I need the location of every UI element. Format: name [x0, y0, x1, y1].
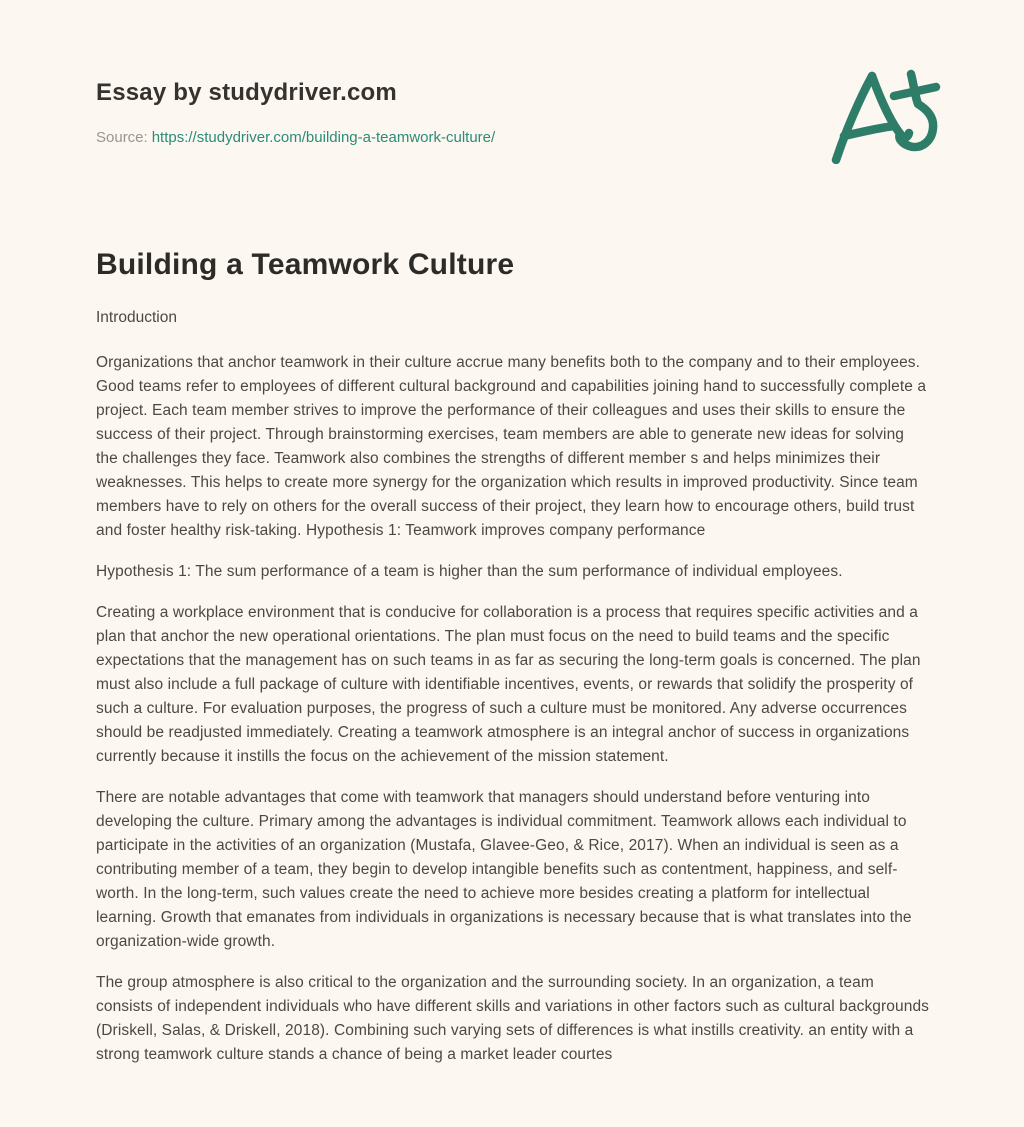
essay-paragraph: Creating a workplace environment that is conducive for collaboration is a process that requires specific activities and a plan that anchor the new operational orientations. The plan must focus on the need to build teams and the specific expectations that the management has on such teams in as far as securing the long-term goals is concerned. The plan must also include a full package of culture with identifiable incentives, events, or rewards that solidify the prosperity of such a culture. For evaluation purposes, the progress of such a culture must be monitored. Any adverse occurrences should be readjusted immediately. Creating a teamwork atmosphere is an integral anchor of success in organizations currently because it instills the focus on the achievement of the mission statement. [96, 604, 921, 765]
essay-body [96, 351, 930, 1067]
source-label: Source: [96, 129, 148, 146]
section-label-introduction: Introduction [96, 309, 177, 326]
essay-paragraph: Hypothesis 1: The sum performance of a team is higher than the sum performance of individual employees. [96, 563, 843, 580]
source-line [96, 129, 928, 146]
studydriver-a-plus-logo-icon [828, 64, 952, 164]
source-url-link[interactable]: https://studydriver.com/building-a-teamwork-culture/ [151, 129, 496, 146]
essay-title: Building a Teamwork Culture [96, 248, 515, 281]
essay-byline: Essay by studydriver.com [96, 79, 397, 106]
essay-paragraph: Organizations that anchor teamwork in their culture accrue many benefits both to the company and to their employees. Good teams refer to employees of different cultural background and capabilities joining hand to successfully complete a project. Each team member strives to improve the performance of their colleagues and uses their skills to ensure the success of their project. Through brainstorming exercises, team members are able to generate new ideas for solving the challenges they face. Teamwork also combines the strengths of different member s and helps minimizes their weaknesses. This helps to create more synergy for the organization which results in improved productivity. Since team members have to rely on others for the overall success of their project, they learn how to encourage others, build trust and foster healthy risk-taking. Hypothesis 1: Teamwork improves company performance [96, 354, 927, 539]
essay-paragraph: There are notable advantages that come with teamwork that managers should understand before venturing into developing the culture. Primary among the advantages is individual commitment. Teamwork allows each individual to participate in the activities of an organization (Mustafa, Glavee-Geo, & Rice, 2017). When an individual is seen as a contributing member of a team, they begin to develop intangible benefits such as contentment, happiness, and self-worth. In the long-term, such values create the need to achieve more besides creating a platform for intellectual learning. Growth that emanates from individuals in organizations is necessary because that is what translates into the organization-wide growth. [96, 789, 912, 950]
essay-paragraph: The group atmosphere is also critical to the organization and the surrounding society. In an organization, a team consists of independent individuals who have different skills and variations in other factors such as cultural backgrounds (Driskell, Salas, & Driskell, 2018). Combining such varying sets of differences is what instills creativity. an entity with a strong teamwork culture stands a chance of being a market leader courtes [96, 974, 930, 1063]
